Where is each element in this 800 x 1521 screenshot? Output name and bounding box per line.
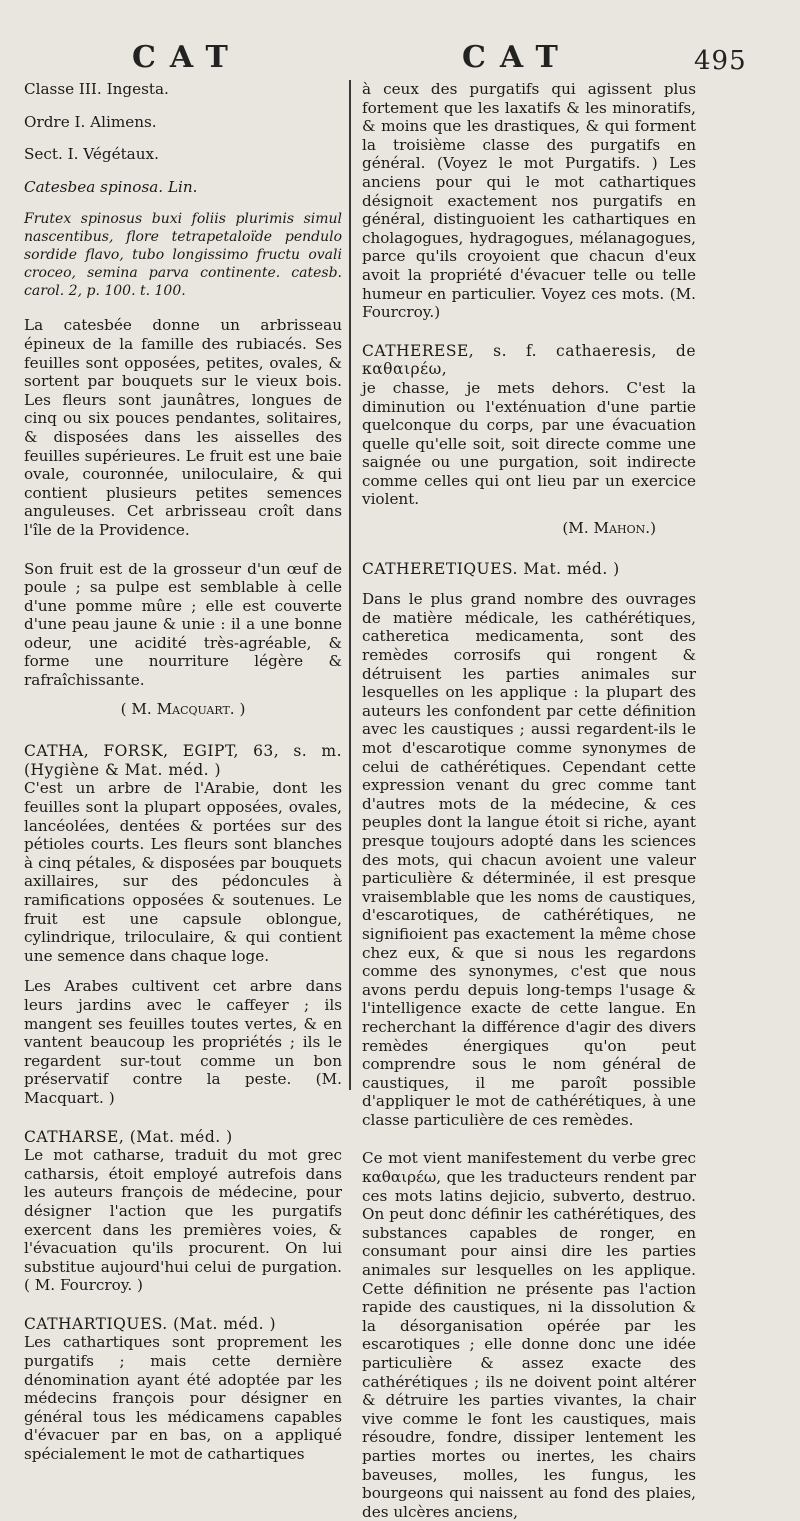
entry-heading-catharse: CATHARSE, (Mat. méd. ): [24, 1127, 233, 1146]
cathartiques-continued-paragraph: à ceux des purgatifs qui agissent plus fortement que les laxatifs & les minoratifs, & moins que les drastiques, & qui forment la troisième classe des purgatifs en général. (Voyez le mot Purgatifs. ) Les anciens pour qui le mot cathartiques désignoit exactement nos purgatifs en général, distinguoient les cathartiques en cholagogues, hydragogues, mélanagogues, parce qu'ils croyoient que chacun d'eux avoit la propriété d'évacuer telle ou telle humeur en particulier. Voyez ces mots. (M. Fourcroy.): [362, 80, 696, 322]
catesbee-paragraph-2: Son fruit est de la grosseur d'un œuf de poule ; sa pulpe est semblable à celle d'une pomme mûre ; elle est couverte d'une peau jaune & unie : il a une bonne odeur, une acidité très-agréable, & forme une nourriture légère & rafraîchissante.: [24, 559, 342, 690]
classification-ordre: Ordre I. Alimens.: [24, 112, 157, 131]
entry-heading-catherese: CATHERESE, s. f. cathaeresis, de καθαιρέω,: [362, 341, 696, 379]
catheretiques-paragraph-2: Ce mot vient manifestement du verbe grec καθαιρέω, que les traducteurs rendent par ces mots latins dejicio, subverto, destruo. On peut donc définir les cathérétiques, des substances capables de ronger, en consumant pour ainsi dire les parties animales sur lesquelles on les applique. Cette définition ne présente pas l'action rapide des caustiques, ni la dissolution & la désorganisation opérée par les escarotiques ; elle donne donc une idée particulière & assez exacte des cathérétiques ; ils ne doivent point altérer & détruire les parties vivantes, la chair vive comme le font les caustiques, mais résoudre, fondre, dissiper lentement les parties mortes ou inertes, les chairs baveuses, molles, les fungus, les bourgeons qui naissent au fond des plaies, des ulcères anciens,: [362, 1149, 696, 1521]
classification-section: Sect. I. Végétaux.: [24, 145, 159, 164]
running-head: [0, 40, 800, 80]
left-column: [24, 80, 342, 1464]
right-column: [362, 80, 696, 1521]
running-head-left: CAT: [132, 40, 242, 75]
catesbee-paragraph-1: La catesbée donne un arbrisseau épineux de la famille des rubiacés. Ses feuilles sont opposées, petites, ovales, & sortent par bouquets sur le vieux bois. Les fleurs sont jaunâtres, longues de cinq ou six pouces pendantes, solitaires, & disposées dans les aisselles des feuilles supérieures. Le fruit est une baie ovale, couronnée, uniloculaire, & qui contient plusieurs petites semences anguleuses. Cet arbrisseau croît dans l'île de la Providence.: [24, 316, 342, 539]
entry-heading-catheretiques: CATHERETIQUES. Mat. méd. ): [362, 559, 620, 578]
catheretiques-paragraph-1: Dans le plus grand nombre des ouvrages de matière médicale, les cathérétiques, catheretica medicamenta, sont des remèdes corrosifs qui rongent & détruisent les parties animales sur lesquelles on les applique : la plupart des auteurs les confondent par cette définition avec les caustiques ; aussi regardent-ils le mot d'escarotique comme synonymes de celui de cathérétiques. Cependant cette expression venant du grec comme tant d'autres mots de la médecine, & ces peuples dont la langue étoit si riche, ayant presque toujours adopté dans les sciences des mots, qui chacun avoient une valeur particulière & déterminée, il est presque vraisemblable que les noms de caustiques, d'escarotiques, de cathérétiques, ne signifioient pas exactement la même chose chez eux, & que si nous les regardons comme des synonymes, c'est que nous avons perdu depuis long-temps l'usage & l'intelligence exacte de cette langue. En recherchant la différence d'agir des divers remèdes énergiques qu'on peut comprendre sous le nom général de caustiques, il me paroît possible d'appliquer le mot de cathérétiques, à une classe particulière de ces remèdes.: [362, 590, 696, 1129]
catha-paragraph-1: C'est un arbre de l'Arabie, dont les feuilles sont la plupart opposées, ovales, lancéolées, dentées & portées sur des pétioles courts. Les fleurs sont blanches à cinq pétales, & disposées par bouquets axillaires, sur des pédoncules à ramifications opposées & soutenues. Le fruit est une capsule oblongue, cylindrique, triloculaire, & qui contient une semence dans chaque loge.: [24, 779, 342, 965]
latin-description: Frutex spinosus buxi foliis plurimis simul nascentibus, flore tetrapetaloïde pendulo sordide flavo, tubo longissimo fructu ovali croceo, semina parva continente. catesb. carol. 2, p. 100. t. 100.: [24, 211, 342, 300]
page-number: 495: [694, 46, 747, 76]
species-name: Catesbea spinosa. Lin.: [24, 177, 198, 196]
entry-heading-cathartiques: CATHARTIQUES. (Mat. méd. ): [24, 1314, 277, 1333]
column-divider: [349, 80, 351, 1090]
running-head-right: CAT: [462, 40, 572, 75]
classification-classe: Classe III. Ingesta.: [24, 80, 169, 98]
catharse-paragraph: Le mot catharse, traduit du mot grec catharsis, étoit employé autrefois dans les auteurs françois de médecine, pour désigner l'action que les purgatifs exercent dans les premières voies, & l'évacuation qu'ils procurent. On lui substitue aujourd'hui celui de purgation. ( M. Fourcroy. ): [24, 1146, 342, 1295]
catherese-paragraph: je chasse, je mets dehors. C'est la diminution ou l'exténuation d'une partie quelconque du corps, par une évacuation quelle qu'elle soit, soit directe comme une saignée ou une purgation, soit indirecte comme celles qui ont lieu par un exercice violent.: [362, 378, 696, 509]
author-signature: ( M. Macquart. ): [120, 699, 246, 718]
entry-heading-catha: CATHA, FORSK, EGIPT, 63, s. m. (Hygiène & Mat. méd. ): [24, 742, 342, 779]
cathartiques-paragraph: Les cathartiques sont proprement les purgatifs ; mais cette dernière dénomination ayant été adoptée par les médecins françois pour désigner en général tous les médicamens capables d'évacuer par en bas, on a appliqué spécialement le mot de cathartiques: [24, 1333, 342, 1464]
author-signature: (M. Mahon.): [562, 519, 656, 538]
catha-paragraph-2: Les Arabes cultivent cet arbre dans leurs jardins avec le caffeyer ; ils mangent ses feuilles toutes vertes, & en vantent beaucoup les propriétés ; ils le regardent sur-tout comme un bon préservatif contre la peste. (M. Macquart. ): [24, 977, 342, 1107]
